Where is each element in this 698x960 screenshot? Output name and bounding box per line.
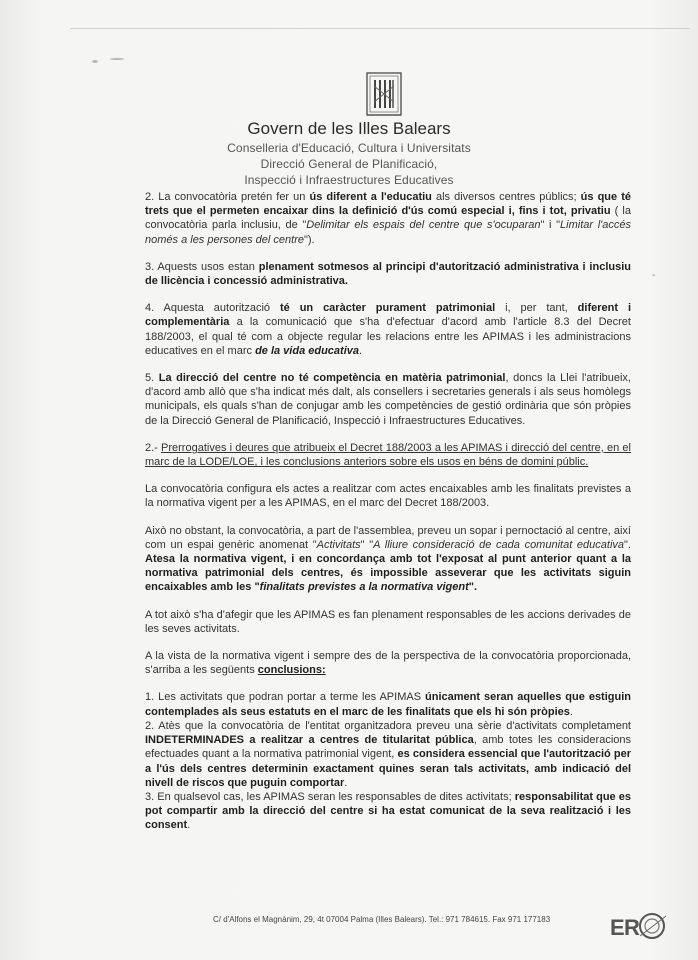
margin-mark: - bbox=[652, 270, 656, 281]
scan-speck bbox=[110, 58, 124, 60]
section-2-heading: 2.- Prerrogatives i deures que atribueix el Decret 188/2003 a les APIMAS i direcció del centre, en el marc de la LODE/LOE, i les conclusions anteriors sobre els usos en béns de domini públic. bbox=[145, 441, 631, 469]
department-line-2: Direcció General de Planificació, bbox=[260, 157, 438, 171]
department-line-3: Inspecció i Infraestructures Educatives bbox=[244, 173, 454, 187]
paragraph-a-tot: A tot això s'ha d'afegir que les APIMAS es fan plenament responsables de les accions derivades de les seves activitats. bbox=[145, 608, 631, 635]
document-body bbox=[145, 190, 631, 833]
paragraph-3: 3. Aquests usos estan plenament sotmesos al principi d'autorització administrativa i inclusiu de llicència i concessió administrativa. bbox=[145, 260, 631, 288]
conclusion-2: 2. Atès que la convocatòria de l'entitat organitzadora preveu una sèrie d'activitats completament INDETERMINADES a realitzar a centres de titularitat pública, amb totes les consideracions efectuades quant a la normativa patrimonial vigent, es considera essencial que l'autorització per a l'ús dels centres determinin exactament quines seran tals activitats, amb indicació del nivell de riscos que puguin comportar. bbox=[145, 719, 632, 789]
paragraph-aixo: Això no obstant, la convocatòria, a part de l'assemblea, preveu un sopar i pernoctació al centre, així com un espai genèric anomenat "Activitats" "A lliure consideració de cada comunitat educativa". Atesa la normativa vigent, i en concordança amb tot l'exposat al punt anterior quant a la normativa patrimonial dels centres, és impossible asseverar que les activitats siguin encaixables amb les "finalitats previstes a la normativa vigent". bbox=[145, 524, 631, 594]
paragraph-2: 2. La convocatòria pretén fer un ús diferent a l'educatiu als diversos centres públics; ús que té trets que el permeten encaixar dins la definició d'ús comú especial i, fins i tot, privatiu ( la convocatòria parla inclusiu, de "Delimitar els espais del centre que s'ocuparan" i "Limitar l'accés només a les persones del centre"). bbox=[145, 191, 631, 246]
paragraph-4: 4. Aquesta autorització té un caràcter purament patrimonial i, per tant, diferent i complementària a la comunicació que s'ha d'efectuar d'acord amb l'article 8.3 del Decret 188/2003, el qual té com a objecte regular les relacions entre les APIMAS i les administracions educatives en el marc de la vida educativa. bbox=[145, 302, 631, 357]
paragraph-convocatoria: La convocatòria configura els actes a realitzar com actes encaixables amb les finalitats previstes a la normativa vigent per a les APIMAS, en el marc del Decret 188/2003. bbox=[145, 483, 631, 510]
conclusion-1: 1. Les activitats que podran portar a terme les APIMAS únicament seran aquelles que estiguin contemplades als seus estatuts en el marc de les finalitats que els hi són pròpies. bbox=[145, 691, 631, 718]
scan-edge-line bbox=[70, 28, 690, 29]
department-line-1: Conselleria d'Educació, Cultura i Universitats bbox=[227, 141, 471, 155]
paragraph-5: 5. La direcció del centre no té competència en matèria patrimonial, doncs la Llei l'atribueix, d'acord amb allò que s'ha indicat més dalt, als consellers i secretaries generals i als seus homòlegs municipals, els quals s'han de conjugar amb les competències de gestió ordinària que són pròpies de la Direcció General de Planificació, Inspecció i Infraestructures Educatives. bbox=[145, 372, 631, 427]
conclusion-3: 3. En qualsevol cas, les APIMAS seran les responsables de dites activitats; responsabilitat que es pot compartir amb la direcció del centre si ha estat comunicat de la seva realització i les consent. bbox=[145, 790, 631, 832]
organization-title: Govern de les Illes Balears bbox=[247, 119, 451, 138]
svg-text:R: R bbox=[624, 915, 640, 940]
coat-of-arms-icon bbox=[366, 72, 402, 116]
paragraph-vista: A la vista de la normativa vigent i sempre des de la perspectiva de la convocatòria proporcionada, s'arriba a les següents conclusions: bbox=[145, 650, 631, 677]
er-certification-logo bbox=[608, 908, 666, 942]
footer-address: C/ d'Alfons el Magnànim, 29, 4t 07004 Palma (Illes Balears). Tel.: 971 784615. Fax 971 177183 bbox=[213, 915, 551, 924]
scan-speck bbox=[92, 60, 98, 63]
svg-text:E: E bbox=[610, 915, 625, 940]
